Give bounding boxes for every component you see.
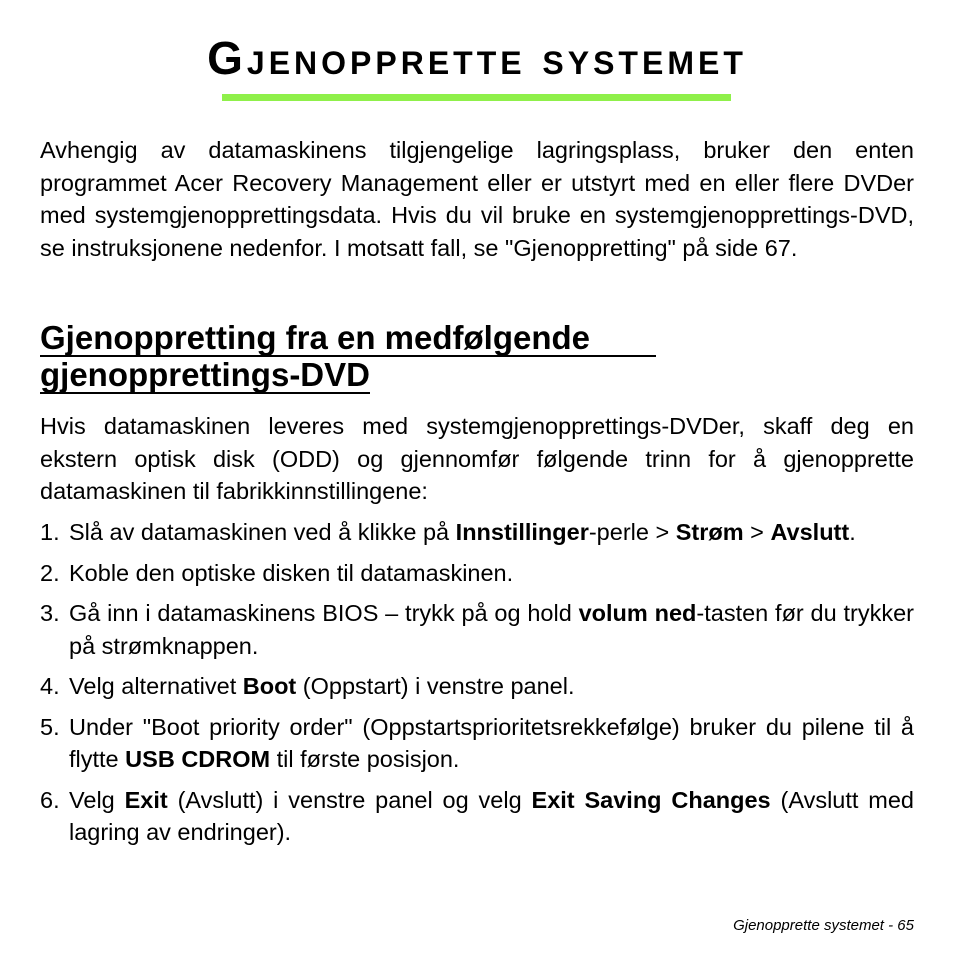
step-emphasis: Innstillinger xyxy=(455,519,589,545)
step-fragment: > xyxy=(743,519,771,545)
step-text xyxy=(69,711,914,776)
step-emphasis: Exit Saving Changes xyxy=(531,786,771,813)
section-heading-line-2: gjenopprettings-DVD xyxy=(40,356,370,393)
step-fragment: -tasten før du trykker på strømknappen. xyxy=(69,600,914,659)
steps-list xyxy=(40,516,914,857)
section-lead-paragraph: Hvis datamaskinen leveres med systemgjenopprettings-DVDer, skaff deg en ekstern optisk disk (ODD) og gjennomfør følgende trinn for å gjenopprette datamaskinen til fabrikkinnstillingene: xyxy=(40,413,914,504)
step-item xyxy=(40,670,914,703)
step-fragment: (Avslutt med lagring av endringer). xyxy=(69,786,914,845)
step-fragment: (Oppstart) i venstre panel. xyxy=(296,673,575,699)
step-emphasis: volum ned xyxy=(578,600,697,626)
step-item xyxy=(40,597,914,662)
title-underline-rule xyxy=(222,94,731,101)
step-emphasis: Boot xyxy=(242,673,297,699)
step-fragment: Koble den optiske disken til datamaskinen. xyxy=(69,559,514,586)
step-number: 4. xyxy=(40,673,60,699)
step-emphasis: USB CDROM xyxy=(125,746,271,772)
step-fragment: Velg alternativet xyxy=(69,673,243,699)
step-text xyxy=(69,784,914,849)
step-item xyxy=(40,516,914,549)
step-number: 5. xyxy=(40,713,60,740)
step-item xyxy=(40,784,914,849)
step-number: 2. xyxy=(40,559,60,586)
step-number: 3. xyxy=(40,600,60,626)
page-title: Gjenopprette systemet xyxy=(207,32,747,84)
step-fragment: (Avslutt) i venstre panel og velg xyxy=(167,786,532,813)
step-text xyxy=(69,516,914,549)
step-emphasis: Avslutt xyxy=(770,519,850,545)
step-item xyxy=(40,557,914,590)
step-number: 6. xyxy=(40,786,60,813)
section-heading xyxy=(40,320,656,394)
step-text xyxy=(69,670,914,703)
step-item xyxy=(40,711,914,776)
step-fragment: . xyxy=(849,519,856,545)
step-emphasis: Strøm xyxy=(675,519,744,545)
step-fragment: til første posisjon. xyxy=(270,746,460,772)
step-number: 1. xyxy=(40,519,60,545)
step-emphasis: Exit xyxy=(124,786,168,813)
page-footer: Gjenopprette systemet - 65 xyxy=(733,917,914,934)
step-fragment: Slå av datamaskinen ved å klikke på xyxy=(69,519,456,545)
step-text xyxy=(69,597,914,662)
step-fragment: Under "Boot priority order" (Oppstartsprioritetsrekkefølge) bruker du pilene til å flytte xyxy=(69,713,914,772)
section-heading-line-1: Gjenoppretting fra en medfølgende xyxy=(40,320,656,357)
step-fragment: -perle > xyxy=(588,519,676,545)
intro-paragraph: Avhengig av datamaskinens tilgjengelige lagringsplass, bruker den enten programmet Acer Recovery Management eller er utstyrt med en eller flere DVDer med systemgjenopprettingsdata. Hvis du vil bruke en systemgjenopprettings-DVD, se instruksjonene nedenfor. I motsatt fall, se "Gjenoppretting" på side 67. xyxy=(40,137,914,261)
step-text xyxy=(69,557,914,590)
step-fragment: Gå inn i datamaskinens BIOS – trykk på og hold xyxy=(69,600,579,626)
step-fragment: Velg xyxy=(69,786,125,813)
